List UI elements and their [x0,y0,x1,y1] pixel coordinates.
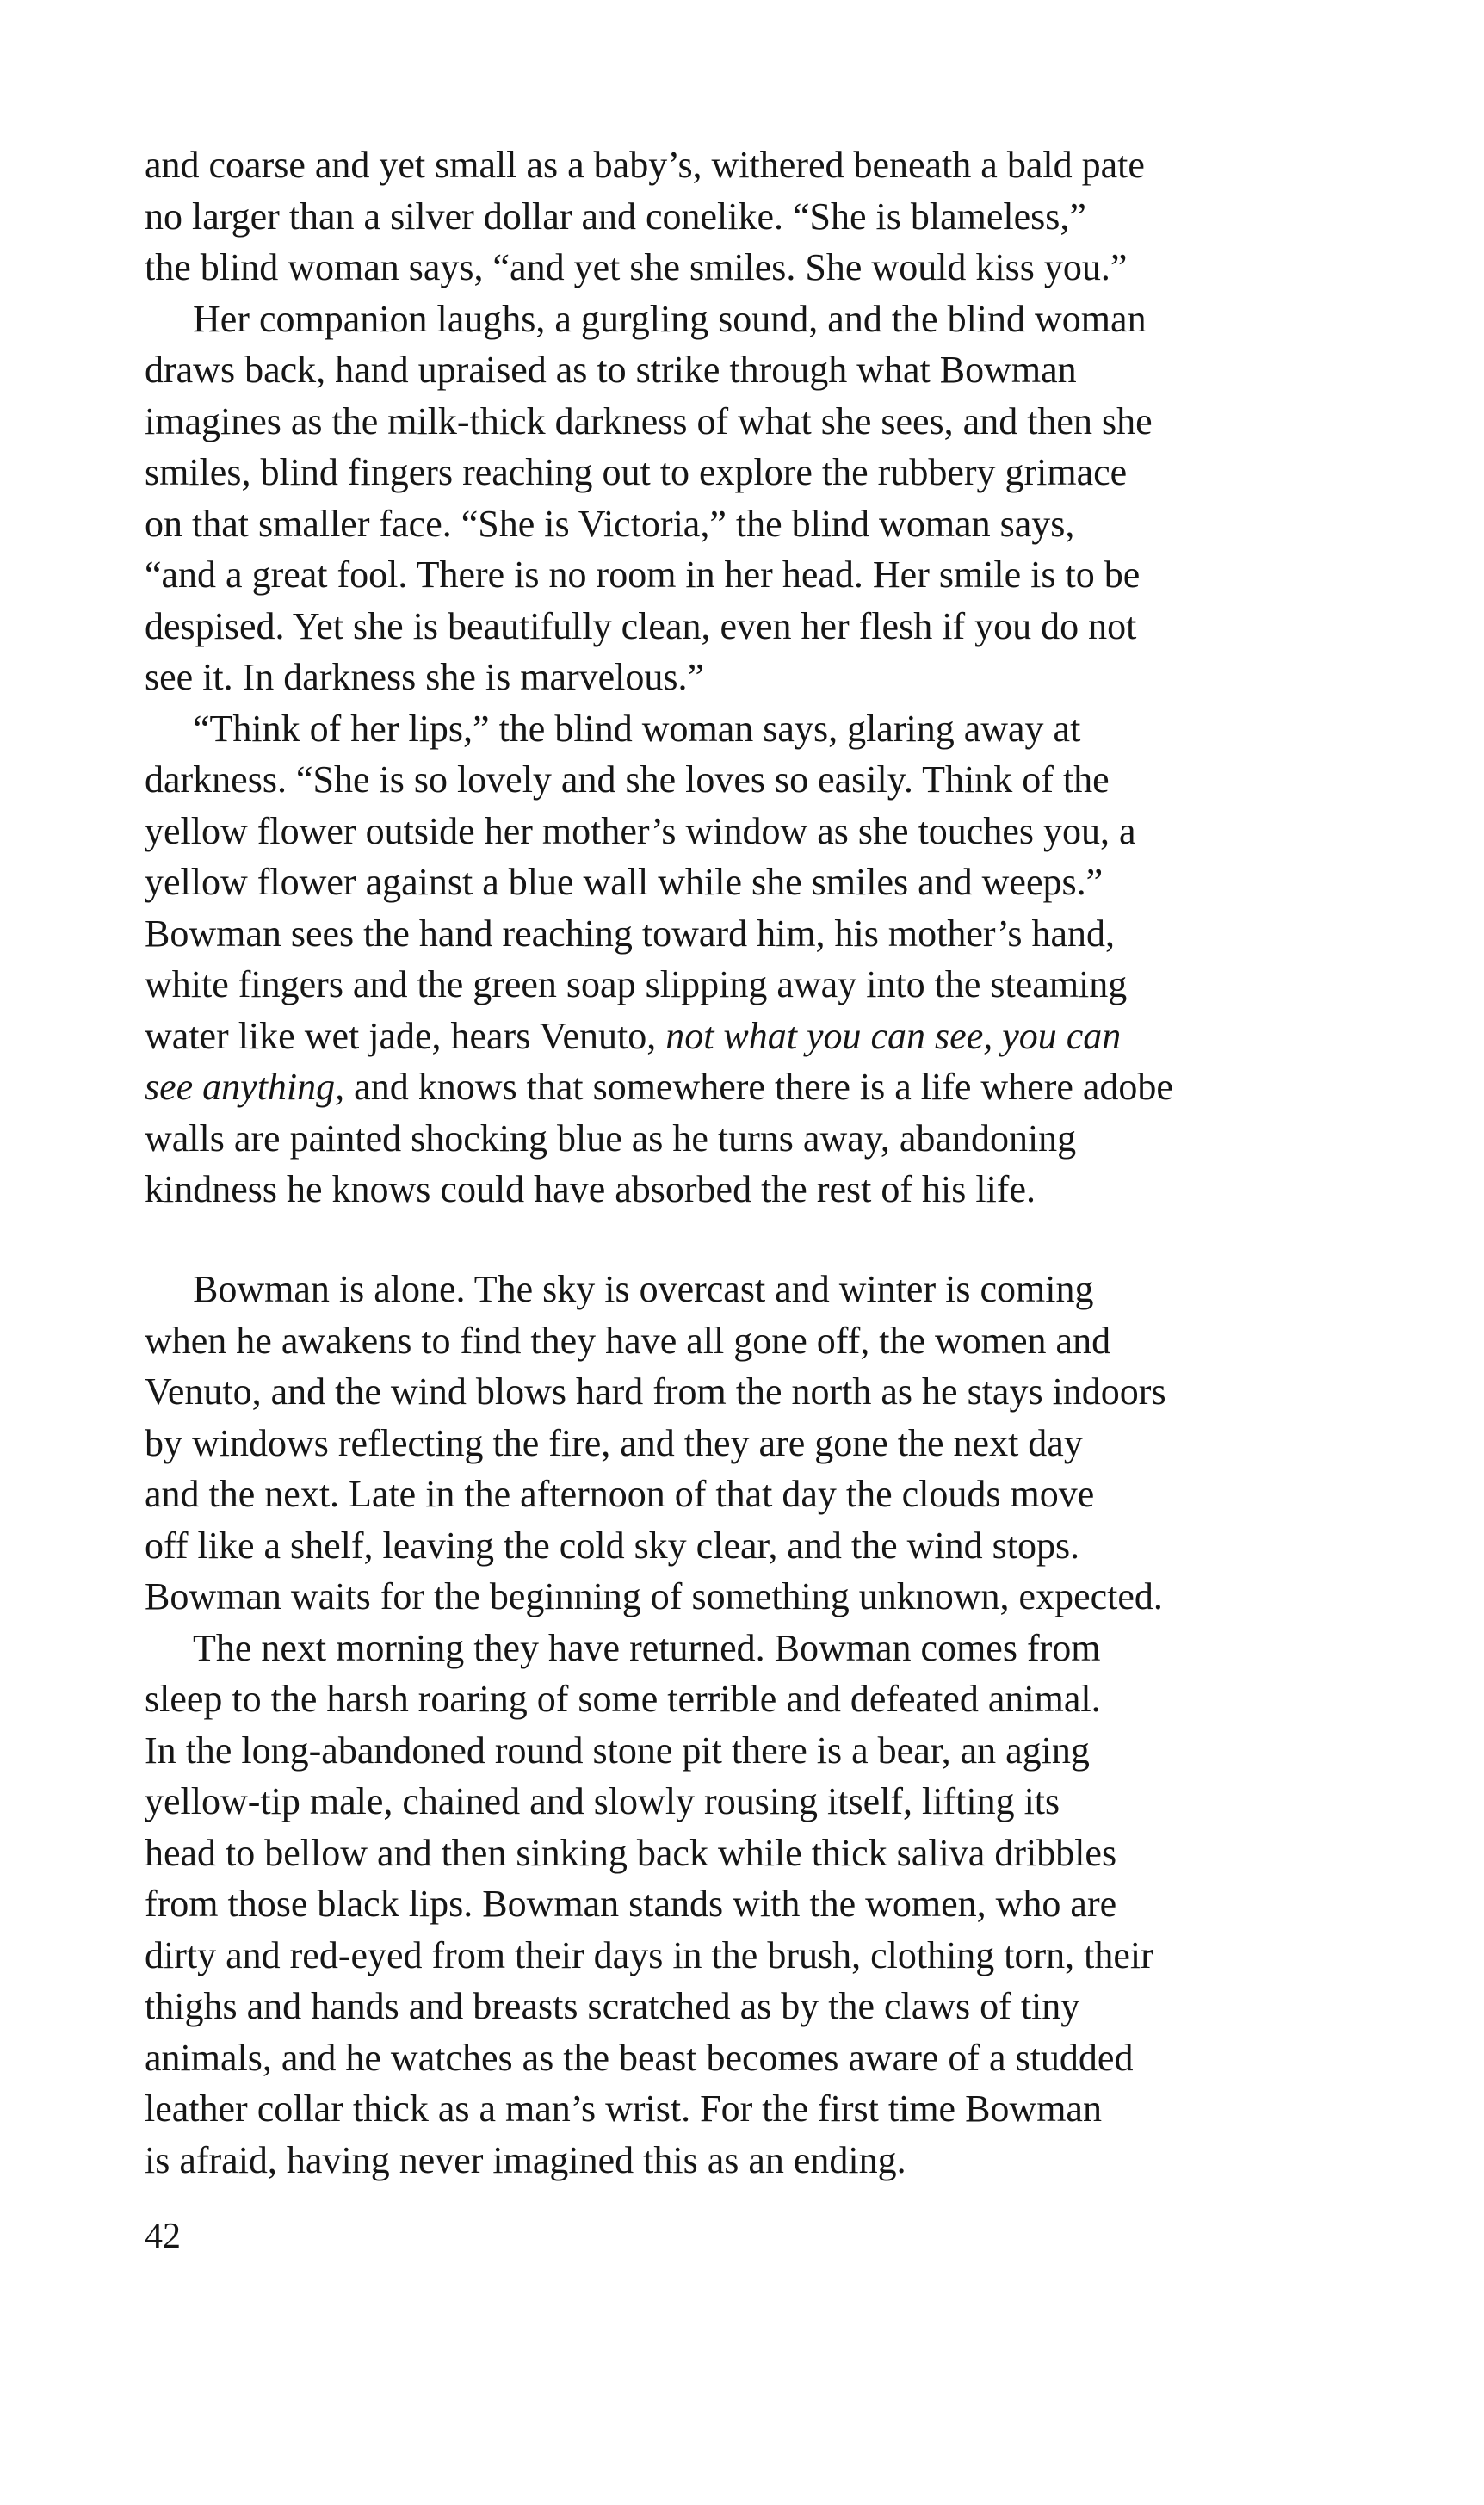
text-line: head to bellow and then sinking back while thick saliva dribbles [145,1831,1117,1874]
text-line-with-italic [145,1011,1367,1062]
text-segment: and knows that somewhere there is a life where adobe [344,1066,1173,1108]
text-line: white fingers and the green soap slipping away into the steaming [145,963,1128,1005]
text-line: sleep to the harsh roaring of some terrible and defeated animal. [145,1678,1101,1720]
text-line: In the long-abandoned round stone pit there is a bear, an aging [145,1729,1090,1772]
text-line: yellow flower outside her mother’s window as she touches you, a [145,809,1136,852]
text-line: on that smaller face. “She is Victoria,” the blind woman says, [145,502,1075,545]
text-line: Her companion laughs, a gurgling sound, and the blind woman [193,297,1147,340]
text-line: imagines as the milk-thick darkness of what she sees, and then she [145,399,1153,442]
text-line: leather collar thick as a man’s wrist. For the first time Bowman [145,2088,1102,2130]
text-line: by windows reflecting the fire, and they are gone the next day [145,1421,1083,1464]
text-line: smiles, blind fingers reaching out to explore the rubbery grimace [145,451,1128,493]
text-line: yellow-tip male, chained and slowly rousing itself, lifting its [145,1780,1060,1822]
text-line: thighs and hands and breasts scratched as by the claws of tiny [145,1985,1080,2027]
text-line: animals, and he watches as the beast becomes aware of a studded [145,2036,1134,2079]
text-block-top [145,139,1367,1215]
text-line: Bowman sees the hand reaching toward him, his mother’s hand, [145,912,1116,955]
page-number: 42 [145,2217,181,2256]
text-line: dirty and red-eyed from their days in the brush, clothing torn, their [145,1933,1153,1976]
text-line: despised. Yet she is beautifully clean, even her flesh if you do not [145,604,1137,647]
text-line: when he awakens to find they have all gone off, the women and [145,1319,1111,1362]
text-line: off like a shelf, leaving the cold sky clear, and the wind stops. [145,1524,1080,1567]
text-line: “and a great fool. There is no room in her head. Her smile is to be [145,554,1141,596]
text-line: and coarse and yet small as a baby’s, withered beneath a bald pate [145,144,1145,186]
text-block-bottom [145,1264,1367,2186]
text-line: the blind woman says, “and yet she smiles. She would kiss you.” [145,246,1128,288]
text-line: Bowman is alone. The sky is overcast and winter is coming [193,1268,1094,1310]
text-line-with-italic [145,1061,1367,1113]
text-line: darkness. “She is so lovely and she loves so easily. Think of the [145,758,1110,801]
text-line: and the next. Late in the afternoon of that day the clouds move [145,1473,1095,1515]
text-line: is afraid, having never imagined this as an ending. [145,2138,906,2181]
text-segment: water like wet jade, hears Venuto, [145,1014,666,1057]
text-line: Venuto, and the wind blows hard from the north as he stays indoors [145,1370,1166,1413]
italic-text-segment: not what you can see, you can [665,1014,1122,1057]
text-line: from those black lips. Bowman stands with the women, who are [145,1883,1117,1925]
text-line: kindness he knows could have absorbed the rest of his life. [145,1168,1036,1210]
text-line: no larger than a silver dollar and conelike. “She is blameless,” [145,195,1086,238]
text-line: Bowman waits for the beginning of something unknown, expected. [145,1575,1163,1617]
text-line: walls are painted shocking blue as he turns away, abandoning [145,1116,1077,1160]
italic-text-segment: see anything, [145,1066,345,1108]
text-line: draws back, hand upraised as to strike through what Bowman [145,349,1077,391]
text-line: see it. In darkness she is marvelous.” [145,656,705,698]
text-line: yellow flower against a blue wall while she smiles and weeps.” [145,861,1104,903]
text-line: The next morning they have returned. Bowman comes from [193,1626,1101,1669]
text-line: “Think of her lips,” the blind woman says, glaring away at [193,707,1081,750]
